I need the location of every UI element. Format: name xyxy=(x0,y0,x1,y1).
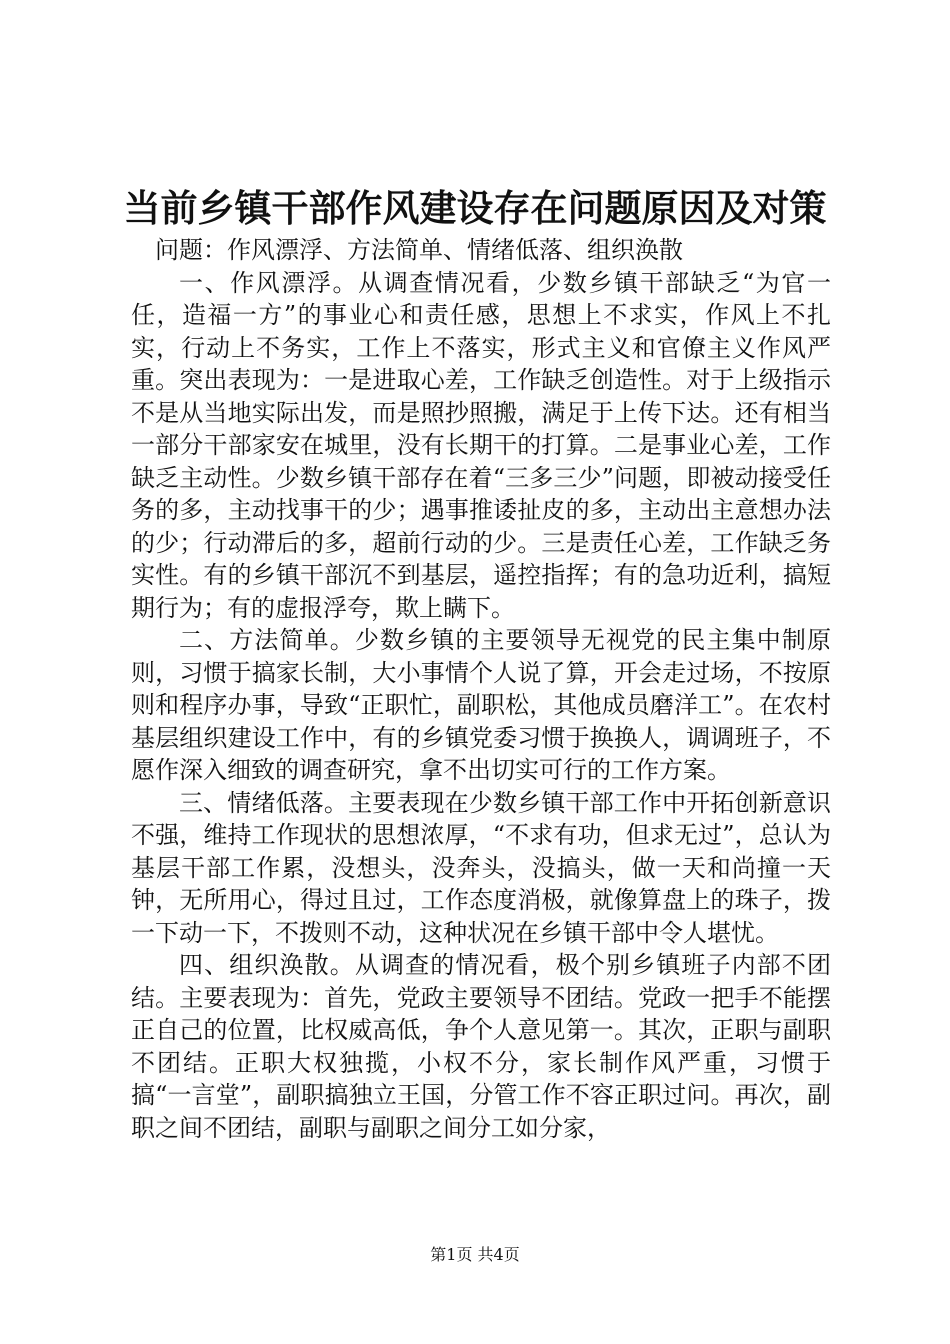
paragraph-section-3: 三、情绪低落。主要表现在少数乡镇干部工作中开拓创新意识不强，维持工作现状的思想浓厚，“不求有功，但求无过”，总认为基层干部工作累，没想头，没奔头，没搞头，做一天和尚撞一天钟，无所用心，得过且过，工作态度消极，就像算盘上的珠子，拨一下动一下，不拨则不动，这种状况在乡镇干部中令人堪忧。 xyxy=(131,788,831,947)
paragraph-section-1: 一、作风漂浮。从调查情况看，少数乡镇干部缺乏“为官一任，造福一方”的事业心和责任感，思想上不求实，作风上不扎实，行动上不务实，工作上不落实，形式主义和官僚主义作风严重。突出表现为：一是进取心差，工作缺乏创造性。对于上级指示不是从当地实际出发，而是照抄照搬，满足于上传下达。还有相当一部分干部家安在城里，没有长期干的打算。二是事业心差，工作缺乏主动性。少数乡镇干部存在着“三多三少”问题，即被动接受任务的多，主动找事干的少；遇事推诿扯皮的多，主动出主意想办法的少；行动滞后的多，超前行动的少。三是责任心差，工作缺乏务实性。有的乡镇干部沉不到基层，遥控指挥；有的急功近利，搞短期行为；有的虚报浮夸，欺上瞒下。 xyxy=(131,268,831,622)
summary-paragraph: 问题：作风漂浮、方法简单、情绪低落、组织涣散 xyxy=(155,236,683,264)
paragraph-section-2: 二、方法简单。少数乡镇的主要领导无视党的民主集中制原则，习惯于搞家长制，大小事情个人说了算，开会走过场，不按原则和程序办事，导致“正职忙，副职松，其他成员磨洋工”。在农村基层组织建设工作中，有的乡镇党委习惯于换换人，调调班子，不愿作深入细致的调查研究，拿不出切实可行的工作方案。 xyxy=(131,626,831,784)
paragraph-section-4: 四、组织涣散。从调查的情况看，极个别乡镇班子内部不团结。主要表现为：首先，党政主要领导不团结。党政一把手不能摆正自己的位置，比权威高低，争个人意见第一。其次，正职与副职不团结。正职大权独揽，小权不分，家长制作风严重，习惯于搞“一言堂”，副职搞独立王国，分管工作不容正职过问。再次，副职之间不团结，副职与副职之间分工如分家， xyxy=(131,951,831,1142)
page-footer: 第1页 共4页 xyxy=(430,1245,520,1264)
document-title: 当前乡镇干部作风建设存在问题原因及对策 xyxy=(123,186,827,230)
document-body xyxy=(131,234,831,1144)
